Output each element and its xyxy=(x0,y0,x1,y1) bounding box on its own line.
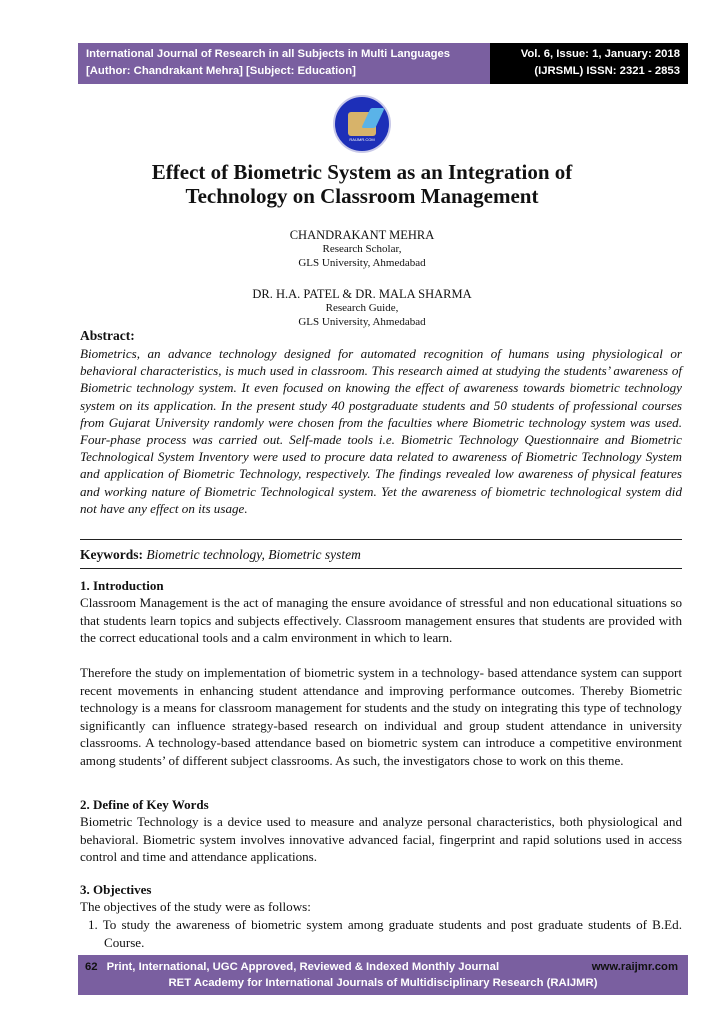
author-name: CHANDRAKANT MEHRA xyxy=(289,228,435,242)
header-left-panel xyxy=(78,43,490,84)
author-affiliation: GLS University, Ahmedabad xyxy=(298,257,426,269)
journal-header xyxy=(78,43,688,84)
introduction-paragraph-2: Therefore the study on implementation of biometric system in a technology- based attendance system can support recent movements in enhancing student attendance and improving performance outcomes. Thereby Biometric technology is a means for classroom management for students and the study on integrating this type of technology significantly can influence strategy-based research on individual and group student attendance in university classrooms. A technology-based attendance based on biometric system can introduce a competitive environment among students’ of different subject classrooms. As such, the investigators chose to work on this theme. xyxy=(80,665,682,768)
author-name: DR. H.A. PATEL & DR. MALA SHARMA xyxy=(252,287,472,301)
author-1 xyxy=(0,228,724,270)
definitions-paragraph: Biometric Technology is a device used to measure and analyze personal characteristics, both physiological and behavioral. Biometric system involves innovative advanced facial, fingerprint and rapid solutions used in access control and time and attendance applications. xyxy=(80,814,682,865)
footer-line-1: Print, International, UGC Approved, Reviewed & Indexed Monthly Journal xyxy=(106,961,500,973)
title-line-1: Effect of Biometric System as an Integration of xyxy=(151,160,573,184)
journal-name: International Journal of Research in all Subjects in Multi Languages xyxy=(86,48,451,60)
journal-footer xyxy=(78,955,688,995)
issn: (IJRSML) ISSN: 2321 - 2853 xyxy=(534,65,680,77)
section-heading-objectives: 3. Objectives xyxy=(80,882,152,897)
paper-title xyxy=(0,160,724,208)
divider-bottom xyxy=(80,568,682,569)
objective-item-1: 1. To study the awareness of biometric system among graduate students and post graduate students of B.Ed. Course. xyxy=(88,917,682,950)
keywords-value: Biometric technology, Biometric system xyxy=(146,547,361,562)
section-heading-definitions: 2. Define of Key Words xyxy=(80,797,209,812)
volume-issue: Vol. 6, Issue: 1, January: 2018 xyxy=(520,48,680,60)
title-line-2: Technology on Classroom Management xyxy=(185,184,539,208)
quill-scroll-icon xyxy=(348,112,376,136)
author-affiliation: GLS University, Ahmedabad xyxy=(298,316,426,328)
divider-top xyxy=(80,539,682,540)
raijmr-seal-logo-icon xyxy=(333,95,391,153)
author-subject: [Author: Chandrakant Mehra] [Subject: Education] xyxy=(86,65,356,77)
author-role: Research Scholar, xyxy=(322,243,402,255)
footer-url-link[interactable]: www.raijmr.com xyxy=(591,961,678,973)
abstract-heading: Abstract: xyxy=(80,328,135,343)
logo-text: RAIJMR.COM xyxy=(349,137,375,142)
header-right-panel xyxy=(490,43,688,84)
page-number: 62 xyxy=(85,961,98,973)
introduction-paragraph-1: Classroom Management is the act of managing the ensure avoidance of stressful and non educational situations so that students learn topics and subjects effectively. Classroom management ensures that students are provided with the correct educational tools and a calm environment in which to learn. xyxy=(80,595,682,646)
keywords-label: Keywords: xyxy=(80,547,143,562)
section-heading-introduction: 1. Introduction xyxy=(80,578,164,593)
author-role: Research Guide, xyxy=(325,302,399,314)
objectives-intro: The objectives of the study were as follows: xyxy=(80,899,311,914)
footer-line-2: RET Academy for International Journals of Multidisciplinary Research (RAIJMR) xyxy=(168,977,598,989)
author-2 xyxy=(0,287,724,329)
abstract-text: Biometrics, an advance technology designed for automated recognition of humans using physiological or behavioral characteristics, is much used in classroom. This research aimed at studying the students’ awareness of Biometric technology system. It even focused on knowing the effect of awareness towards biometric technology system on its application. In the present study 40 postgraduate students and 50 students of professional courses from Gujarat University randomly were chosen from the faculties where Biometric technology system was used. Four-phase process was carried out. Self-made tools i.e. Biometric Technology Questionnaire and Biometric Technological System Inventory were used to procure data related to awareness of Biometric Technology System and application of Biometric Technology, respectively. The findings revealed low awareness of physical features and working nature of Biometric Technological system. Yet the awareness of biometric technological system did not have any effect on its usage. xyxy=(80,346,682,516)
keywords xyxy=(80,547,361,563)
